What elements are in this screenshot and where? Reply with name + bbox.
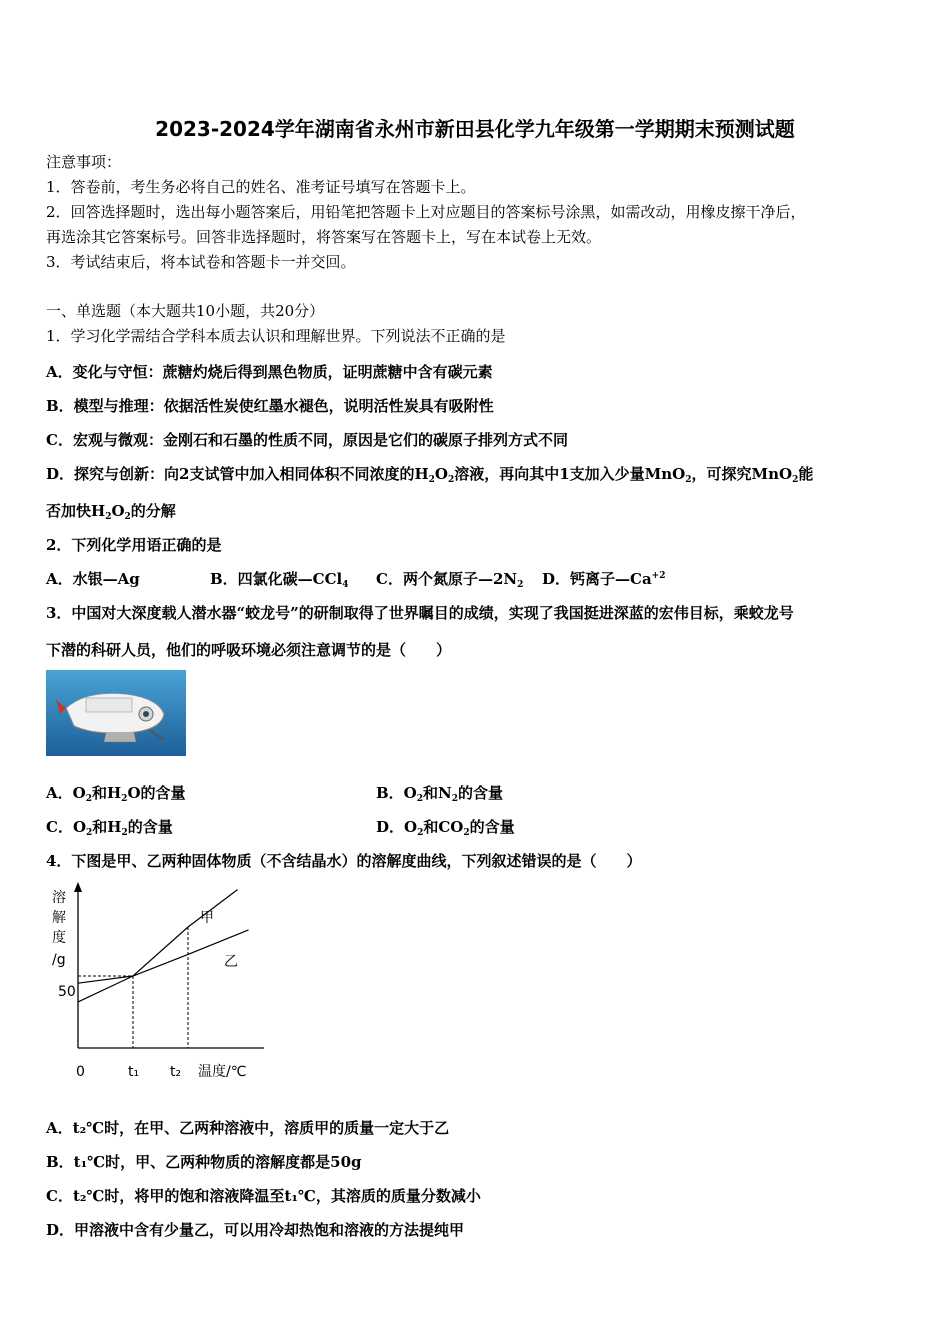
solubility-chart [46,880,276,1085]
series-label-yi: 乙 [224,954,238,970]
q1-stem: 1．学习化学需结合学科本质去认识和理解世界。下列说法不正确的是 [46,327,506,345]
x-axis-label: 温度/℃ [198,1064,247,1080]
series-line-yi [78,930,249,983]
notice-item-2b: 再选涂其它答案标号。回答非选择题时，将答案写在答题卡上，写在本试卷上无效。 [46,228,602,246]
q4-option-a: A．t₂℃时，在甲、乙两种溶液中，溶质甲的质量一定大于乙 [46,1119,450,1137]
q4-option-b: B．t₁℃时，甲、乙两种物质的溶解度都是50g [46,1153,362,1171]
q3-stem-2: 下潜的科研人员，他们的呼吸环境必须注意调节的是（ ） [46,641,452,659]
series-label-jia: 甲 [200,910,214,926]
q3-stem-1: 3．中国对大深度载人潜水器“蛟龙号”的研制取得了世界瞩目的成绩，实现了我国挺进深蓝的宏伟目标，乘蛟龙号 [46,604,794,622]
origin-label: 0 [76,1064,85,1080]
y-label-char: /g [52,952,66,968]
q3-option-d: D．$O_2$和$CO_2$的含量 [376,818,515,838]
q1-option-b: B．模型与推理：依据活性炭使红墨水褪色，说明活性炭具有吸附性 [46,397,494,415]
page-title: 2023-2024学年湖南省永州市新田县化学九年级第一学期期末预测试题 [155,117,795,141]
notice-item-3: 3．考试结束后，将本试卷和答题卡一并交回。 [46,253,356,271]
q3-option-c: C．$O_2$和$H_2$的含量 [46,818,173,838]
y-label-char: 度 [52,930,66,946]
q1-option-c: C．宏观与微观：金刚石和石墨的性质不同，原因是它们的碳原子排列方式不同 [46,431,568,449]
notice-item-2a: 2．回答选择题时，选出每小题答案后，用铅笔把答题卡上对应题目的答案标号涂黑，如需改动，用橡皮擦干净后， [46,203,806,221]
series-line-jia [78,890,238,1002]
q2-option-a: A．水银—Ag [46,570,140,588]
q3-option-b: B．$O_2$和$N_2$的含量 [376,784,504,804]
q1-option-a: A．变化与守恒：蔗糖灼烧后得到黑色物质，证明蔗糖中含有碳元素 [46,363,493,381]
y-tick-50: 50 [58,984,76,1000]
submarine-image [46,670,186,756]
y-label-char: 溶 [52,890,66,906]
notice-heading: 注意事项： [46,153,122,171]
q2-option-c: C．两个氮原子$—2N_2$ [376,570,524,590]
y-axis-arrow [74,882,82,892]
q4-stem: 4．下图是甲、乙两种固体物质（不含结晶水）的溶解度曲线，下列叙述错误的是（ ） [46,852,642,870]
q4-option-c: C．t₂℃时，将甲的饱和溶液降温至t₁℃，其溶质的质量分数减小 [46,1187,481,1205]
q2-option-b: B．四氯化碳—CCl$_4$ [210,570,349,590]
q2-option-d: D．钙离子$—Ca^{+2}$ [542,570,666,588]
x-tick-t1: t₁ [128,1064,140,1080]
x-tick-t2: t₂ [170,1064,182,1080]
section-heading: 一、单选题（本大题共10小题，共20分） [46,302,325,320]
q1-option-d: D．探究与创新：向2支试管中加入相同体积不同浓度的$H_2O_2$溶液，再向其中1支加入少量MnO$_2$，可探究MnO$_2$能 [46,465,814,485]
q2-stem: 2．下列化学用语正确的是 [46,536,222,554]
q1-option-d-cont: 否加快$H_2O_2$的分解 [46,502,176,522]
notice-item-1: 1．答卷前，考生务必将自己的姓名、准考证号填写在答题卡上。 [46,178,476,196]
q3-option-a: A．$O_2$和$H_2O$的含量 [46,784,186,804]
q4-option-d: D．甲溶液中含有少量乙，可以用冷却热饱和溶液的方法提纯甲 [46,1221,465,1239]
y-label-char: 解 [52,910,66,926]
